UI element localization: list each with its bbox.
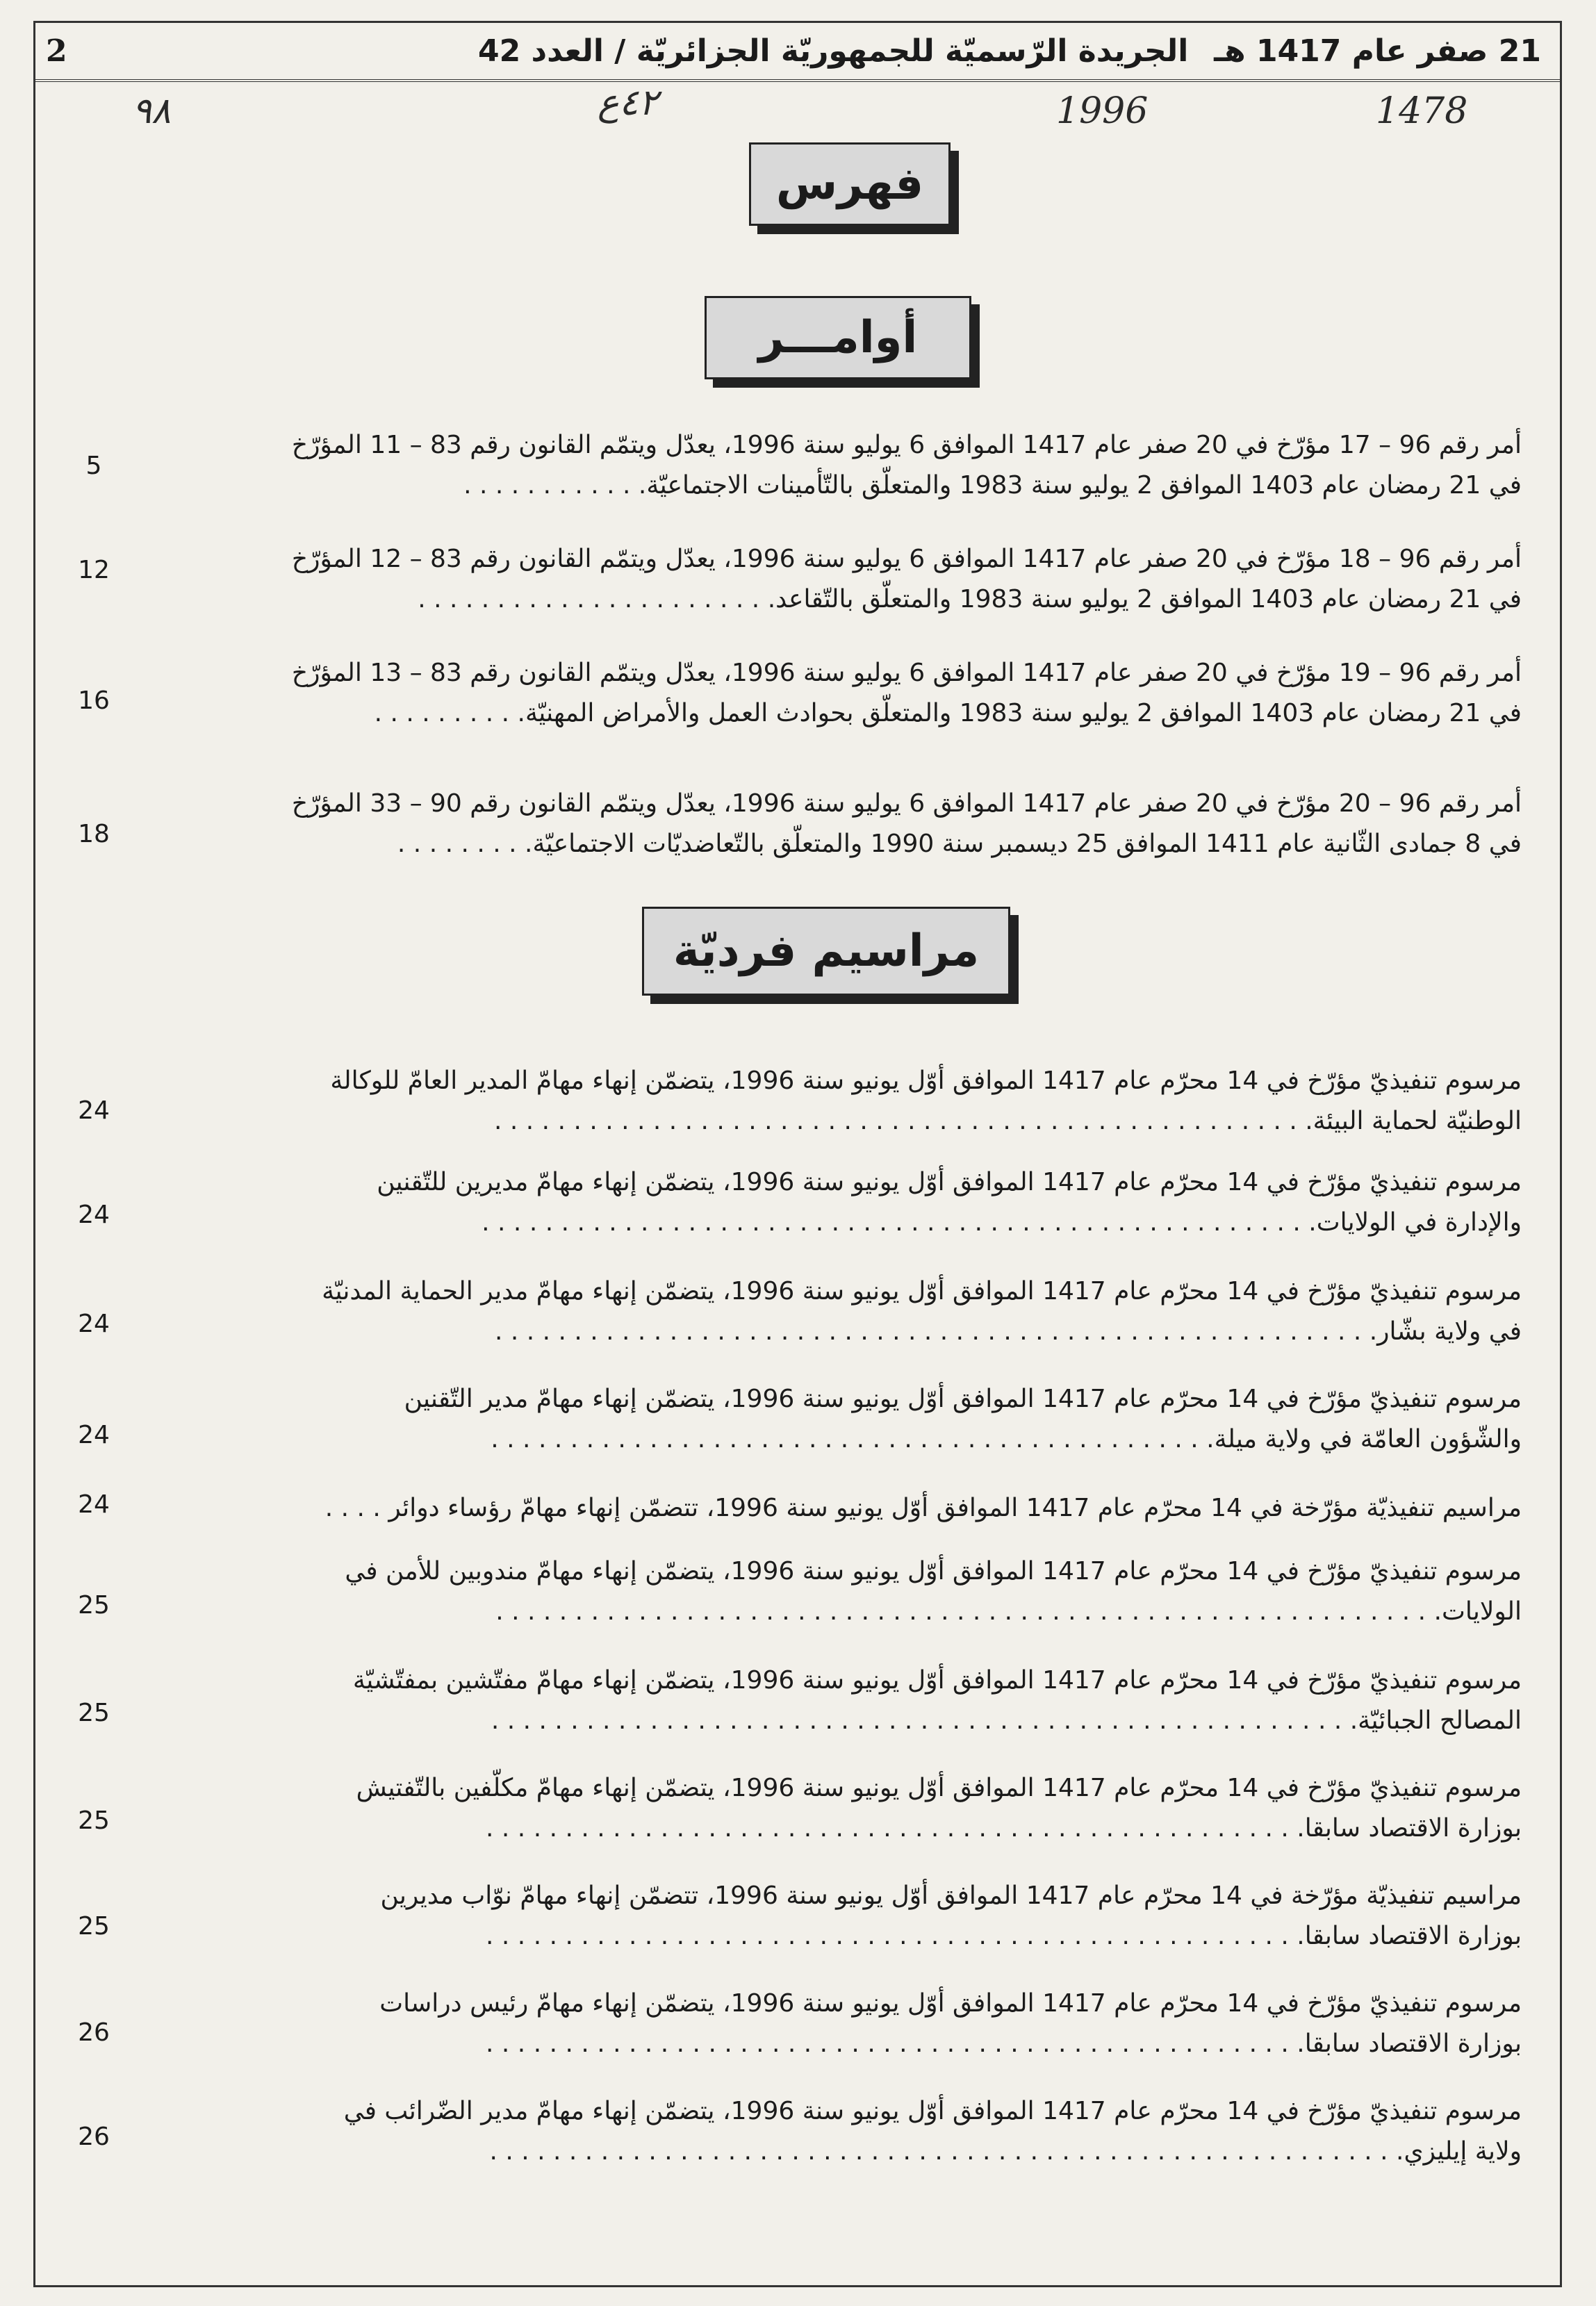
entry-page-number: 5 xyxy=(85,452,102,480)
entry-line: في 8 جمادى الثّانية عام 1411 الموافق 25 ديسمبر سنة 1990 والمتعلّق بالتّعاضديّات الاجتماعيّة. . . . . . . . . xyxy=(397,830,1522,858)
entry-line: مرسوم تنفيذيّ مؤرّخ في 14 محرّم عام 1417 الموافق أوّل يونيو سنة 1996، يتضمّن إنهاء مهامّ مدير الضّرائب في xyxy=(343,2097,1522,2125)
section-heading-decrees-text: مراسيم فرديّة xyxy=(673,925,980,977)
entry-line: في 21 رمضان عام 1403 الموافق 2 يوليو سنة 1983 والمتعلّق بالتّأمينات الاجتماعيّة. . . . . . . . . . . . xyxy=(463,471,1522,500)
toc-entry xyxy=(160,1551,1522,1632)
handwritten-note-left: ٩٨ xyxy=(132,90,171,132)
entry-line: مرسوم تنفيذيّ مؤرّخ في 14 محرّم عام 1417 الموافق أوّل يونيو سنة 1996، يتضمّن إنهاء مهامّ مكلّفين بالتّفتيش xyxy=(356,1774,1522,1802)
toc-entry xyxy=(160,425,1522,506)
page-number: 2 xyxy=(46,33,67,69)
entry-line: مراسيم تنفيذيّة مؤرّخة في 14 محرّم عام 1417 الموافق أوّل يونيو سنة 1996، تتضمّن إنهاء مهامّ رؤساء دوائر . . . . xyxy=(324,1494,1522,1522)
entry-page-number: 25 xyxy=(78,1806,110,1835)
section-heading-orders-text: أوامـــر xyxy=(758,312,918,363)
entry-line: ولاية إيليزي. . . . . . . . . . . . . . . . . . . . . . . . . . . . . . . . . . . . . . . . . . . . . . . . . . . . . . . . . . xyxy=(489,2137,1522,2166)
entry-page-number: 18 xyxy=(78,820,110,848)
entry-page-number: 25 xyxy=(78,1912,110,1941)
toc-entry xyxy=(160,1876,1522,1957)
gazette-header xyxy=(33,21,1562,82)
entry-page-number: 26 xyxy=(78,2123,110,2151)
entry-page-number: 24 xyxy=(78,1310,110,1338)
toc-entry xyxy=(160,1661,1522,1741)
entry-page-number: 24 xyxy=(78,1096,110,1125)
entry-line: مرسوم تنفيذيّ مؤرّخ في 14 محرّم عام 1417 الموافق أوّل يونيو سنة 1996، يتضمّن إنهاء مهامّ مفتّشين بمفتّشيّة xyxy=(352,1666,1522,1695)
handwritten-year: 1996 xyxy=(1056,90,1149,132)
entry-line: في ولاية بشّار. . . . . . . . . . . . . . . . . . . . . . . . . . . . . . . . . . . . . . . . . . . . . . . . . . . . . . . . xyxy=(494,1317,1522,1346)
entry-line: أمر رقم 96 – 18 مؤرّخ في 20 صفر عام 1417 الموافق 6 يوليو سنة 1996، يعدّل ويتمّم القانون رقم 83 – 12 المؤرّخ xyxy=(291,545,1522,573)
entry-line: أمر رقم 96 – 17 مؤرّخ في 20 صفر عام 1417 الموافق 6 يوليو سنة 1996، يعدّل ويتمّم القانون رقم 83 – 11 المؤرّخ xyxy=(291,431,1522,459)
toc-entry xyxy=(160,1061,1522,1142)
toc-entry xyxy=(160,653,1522,734)
entry-line: والشّؤون العامّة في ولاية ميلة. . . . . . . . . . . . . . . . . . . . . . . . . . . . . . . . . . . . . . . . . . . . . . xyxy=(491,1425,1522,1453)
entry-page-number: 16 xyxy=(78,686,110,715)
toc-entry xyxy=(160,1162,1522,1243)
entry-line: في 21 رمضان عام 1403 الموافق 2 يوليو سنة 1983 والمتعلّق بحوادث العمل والأمراض المهنيّة. . . . . . . . . . xyxy=(374,699,1522,727)
gazette-title: الجريدة الرّسميّة للجمهوريّة الجزائريّة / العدد 42 xyxy=(478,33,1189,69)
entry-line: بوزارة الاقتصاد سابقا. . . . . . . . . . . . . . . . . . . . . . . . . . . . . . . . . . . . . . . . . . . . . . . . . . . . xyxy=(486,2029,1522,2058)
toc-heading xyxy=(749,142,951,226)
toc-entry xyxy=(160,784,1522,864)
entry-page-number: 12 xyxy=(78,556,110,584)
entry-page-number: 24 xyxy=(78,1201,110,1229)
toc-entry xyxy=(160,1984,1522,2064)
toc-entry xyxy=(160,539,1522,620)
entry-line: مرسوم تنفيذيّ مؤرّخ في 14 محرّم عام 1417 الموافق أوّل يونيو سنة 1996، يتضمّن إنهاء مهامّ مدير الحماية المدنيّة xyxy=(322,1277,1522,1306)
toc-entry xyxy=(160,1379,1522,1460)
entry-line: بوزارة الاقتصاد سابقا. . . . . . . . . . . . . . . . . . . . . . . . . . . . . . . . . . . . . . . . . . . . . . . . . . . . xyxy=(486,1814,1522,1843)
section-heading-decrees xyxy=(642,907,1010,996)
entry-line: أمر رقم 96 – 19 مؤرّخ في 20 صفر عام 1417 الموافق 6 يوليو سنة 1996، يعدّل ويتمّم القانون رقم 83 – 13 المؤرّخ xyxy=(291,659,1522,687)
entry-page-number: 24 xyxy=(78,1490,110,1519)
entry-line: مراسيم تنفيذيّة مؤرّخة في 14 محرّم عام 1417 الموافق أوّل يونيو سنة 1996، تتضمّن إنهاء مهامّ نوّاب مديرين xyxy=(380,1881,1522,1910)
toc-entry xyxy=(160,2091,1522,2172)
entry-page-number: 24 xyxy=(78,1421,110,1449)
toc-entry xyxy=(160,1488,1522,1529)
entry-line: مرسوم تنفيذيّ مؤرّخ في 14 محرّم عام 1417 الموافق أوّل يونيو سنة 1996، يتضمّن إنهاء مهامّ مدير التّقنين xyxy=(404,1385,1522,1413)
handwritten-number: 1478 xyxy=(1376,90,1468,132)
entry-line: مرسوم تنفيذيّ مؤرّخ في 14 محرّم عام 1417 الموافق أوّل يونيو سنة 1996، يتضمّن إنهاء مهامّ رئيس دراسات xyxy=(379,1989,1522,2018)
entry-line: الوطنيّة لحماية البيئة. . . . . . . . . . . . . . . . . . . . . . . . . . . . . . . . . . . . . . . . . . . . . . . . . . . . xyxy=(494,1107,1522,1135)
entry-page-number: 26 xyxy=(78,2018,110,2047)
issue-date: 21 صفر عام 1417 هـ xyxy=(1214,33,1541,69)
entry-line: مرسوم تنفيذيّ مؤرّخ في 14 محرّم عام 1417 الموافق أوّل يونيو سنة 1996، يتضمّن إنهاء مهامّ مديرين للتّقنين xyxy=(377,1168,1522,1196)
toc-entry xyxy=(160,1271,1522,1352)
entry-page-number: 25 xyxy=(78,1699,110,1727)
entry-line: أمر رقم 96 – 20 مؤرّخ في 20 صفر عام 1417 الموافق 6 يوليو سنة 1996، يعدّل ويتمّم القانون رقم 90 – 33 المؤرّخ xyxy=(291,789,1522,818)
toc-entry xyxy=(160,1768,1522,1849)
entry-line: مرسوم تنفيذيّ مؤرّخ في 14 محرّم عام 1417 الموافق أوّل يونيو سنة 1996، يتضمّن إنهاء مهامّ مندوبين للأمن في xyxy=(345,1557,1522,1586)
section-heading-orders xyxy=(705,296,971,379)
entry-page-number: 25 xyxy=(78,1591,110,1620)
entry-line: الولايات. . . . . . . . . . . . . . . . . . . . . . . . . . . . . . . . . . . . . . . . . . . . . . . . . . . . . . . . . . . . xyxy=(495,1597,1522,1626)
entry-line: المصالح الجبائيّة. . . . . . . . . . . . . . . . . . . . . . . . . . . . . . . . . . . . . . . . . . . . . . . . . . . . . . . xyxy=(491,1706,1522,1735)
entry-line: في 21 رمضان عام 1403 الموافق 2 يوليو سنة 1983 والمتعلّق بالتّقاعد. . . . . . . . . . . . . . . . . . . . . . . xyxy=(418,585,1522,613)
entry-line: مرسوم تنفيذيّ مؤرّخ في 14 محرّم عام 1417 الموافق أوّل يونيو سنة 1996، يتضمّن إنهاء مهامّ المدير العامّ للوكالة xyxy=(330,1066,1522,1095)
handwritten-note-center: ٤٢ع xyxy=(598,82,658,124)
toc-heading-text: فهرس xyxy=(775,158,924,210)
entry-line: والإدارة في الولايات. . . . . . . . . . . . . . . . . . . . . . . . . . . . . . . . . . . . . . . . . . . . . . . . . . . . . xyxy=(482,1208,1522,1237)
entry-line: بوزارة الاقتصاد سابقا. . . . . . . . . . . . . . . . . . . . . . . . . . . . . . . . . . . . . . . . . . . . . . . . . . . . xyxy=(486,1922,1522,1950)
